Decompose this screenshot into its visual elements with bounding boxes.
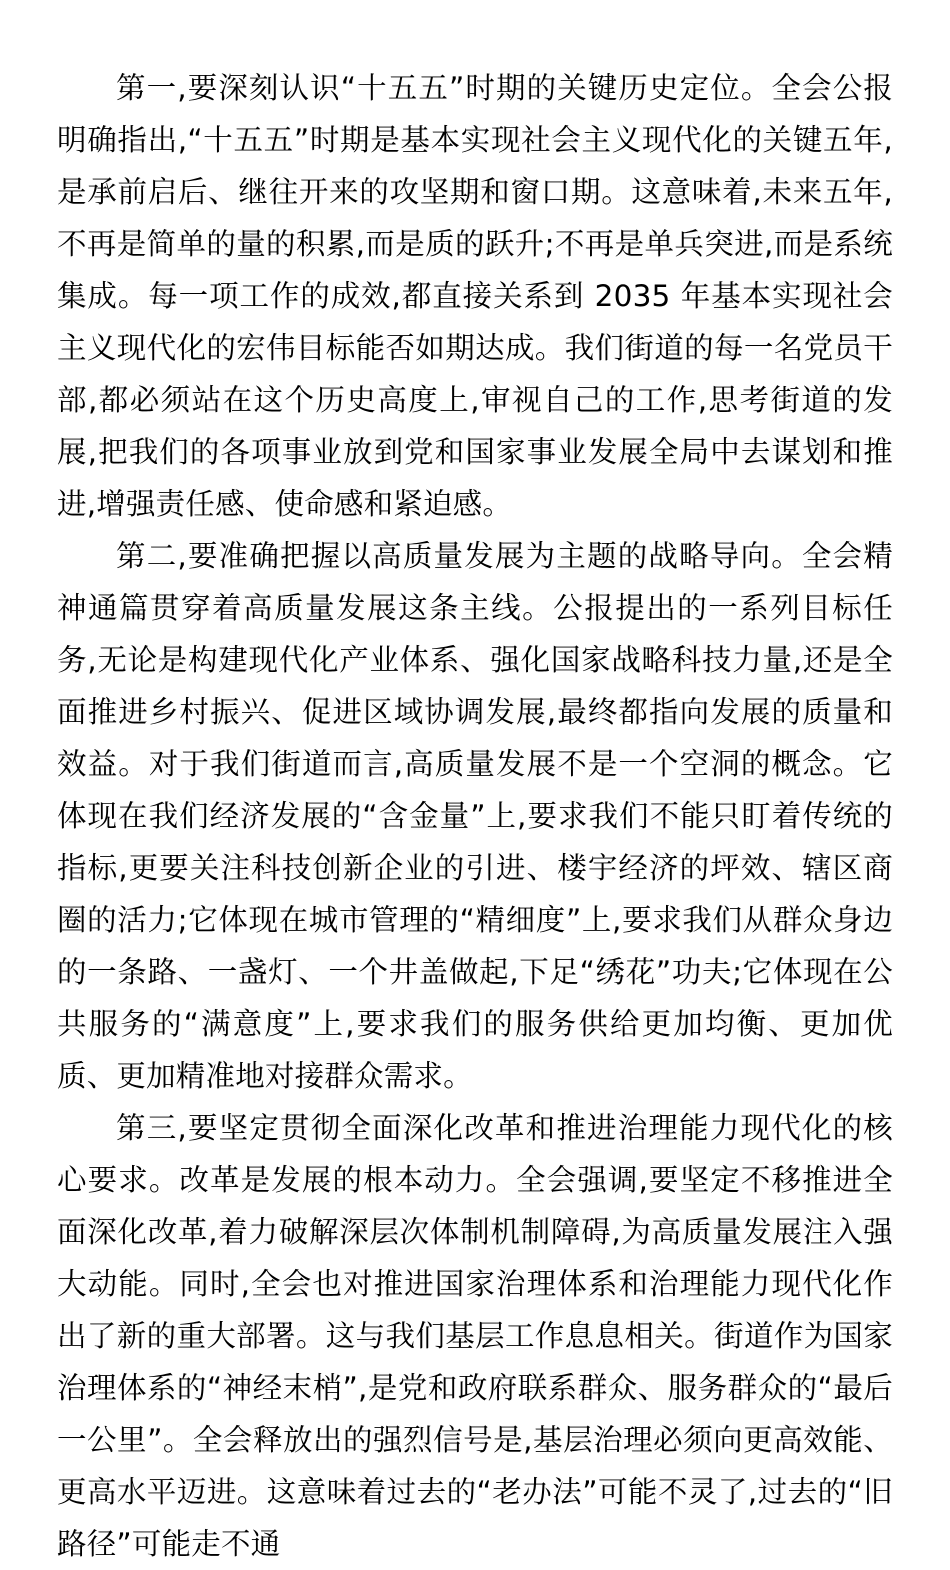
paragraph-2: 第二,要准确把握以高质量发展为主题的战略导向。全会精神通篇贯穿着高质量发展这条主线。公报提出的一系列目标任务,无论是构建现代化产业体系、强化国家战略科技力量,还是全面推进乡村振兴、促进区域协调发展,最终都指向发展的质量和效益。对于我们街道而言,高质量发展不是一个空洞的概念。它体现在我们经济发展的“含金量”上,要求我们不能只盯着传统的指标,更要关注科技创新企业的引进、楼宇经济的坪效、辖区商圈的活力;它体现在城市管理的“精细度”上,要求我们从群众身边的一条路、一盏灯、一个井盖做起,下足“绣花”功夫;它体现在公共服务的“满意度”上,要求我们的服务供给更加均衡、更加优质、更加精准地对接群众需求。 xyxy=(57,539,893,1093)
paragraph-3: 第三,要坚定贯彻全面深化改革和推进治理能力现代化的核心要求。改革是发展的根本动力。全会强调,要坚定不移推进全面深化改革,着力破解深层次体制机制障碍,为高质量发展注入强大动能。同时,全会也对推进国家治理体系和治理能力现代化作出了新的重大部署。这与我们基层工作息息相关。街道作为国家治理体系的“神经末梢”,是党和政府联系群众、服务群众的“最后一公里”。全会释放出的强烈信号是,基层治理必须向更高效能、更高水平迈进。这意味着过去的“老办法”可能不灵了,过去的“旧路径”可能走不通 xyxy=(57,1111,893,1561)
paragraph-1: 第一,要深刻认识“十五五”时期的关键历史定位。全会公报明确指出,“十五五”时期是基本实现社会主义现代化的关键五年,是承前启后、继往开来的攻坚期和窗口期。这意味着,未来五年,不再是简单的量的积累,而是质的跃升;不再是单兵突进,而是系统集成。每一项工作的成效,都直接关系到 2035 年基本实现社会主义现代化的宏伟目标能否如期达成。我们街道的每一名党员干部,都必须站在这个历史高度上,审视自己的工作,思考街道的发展,把我们的各项事业放到党和国家事业发展全局中去谋划和推进,增强责任感、使命感和紧迫感。 xyxy=(57,71,893,521)
